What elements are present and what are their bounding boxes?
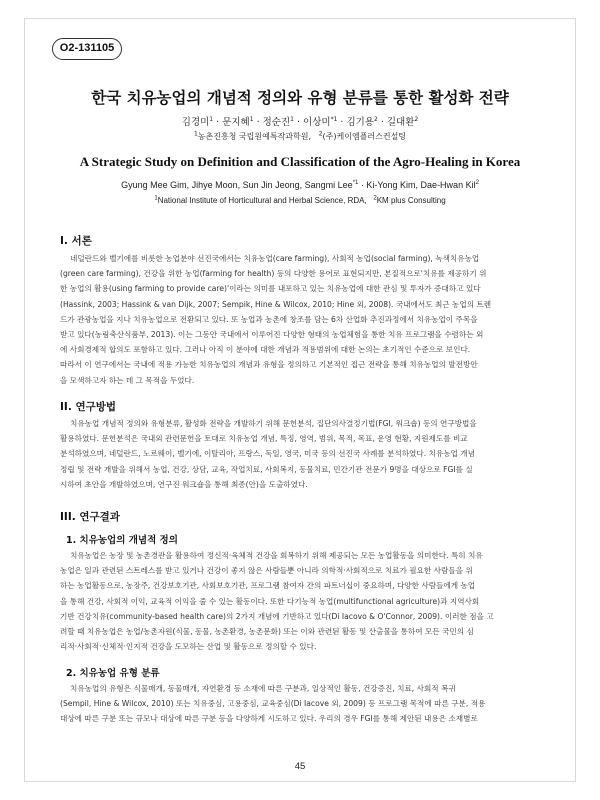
text-line: 을 모색하고자 하는 데 그 목적을 두었다. — [60, 375, 195, 385]
affiliation-sup: 1 — [154, 195, 158, 202]
author-sup: 2 — [373, 115, 378, 123]
affiliation-sup: 2 — [318, 130, 323, 138]
author-sup: *1 — [330, 115, 338, 123]
affiliation-text: (주)케이엠플러스컨설팅 — [322, 132, 407, 141]
text-line: 리적·사회적·신체적·인지적 건강을 도모하는 산업 및 활동으로 정의할 수 있다. — [60, 642, 317, 652]
author-sup: 1 — [290, 115, 294, 123]
text-line: 받고 있다(농림축산식품부, 2013). 이는 그동안 국내에서 이루어진 다양한 형태의 농업체험을 통한 치유 프로그램을 수렴하는 외 — [60, 330, 484, 340]
author-sup: 1 — [209, 115, 214, 123]
text-line: 드가 관광농업을 지나 치유농업으로 전환되고 있다. 또 농업과 농촌에 창조를 담는 6차 산업화 추진과정에서 치유농업이 주목을 — [60, 314, 478, 324]
author-sup: 2 — [414, 115, 419, 123]
author-name: 정순진 — [262, 117, 291, 128]
title-english: A Strategic Study on Definition and Classification of the Agro-Healing in Korea — [79, 154, 521, 169]
text-line: 에 사회경제적 합의도 포함하고 있다. 그러나 아직 이 분야에 대한 개념과 적용범위에 대한 논의는 초기적인 수준으로 보인다. — [60, 345, 471, 355]
section-heading-intro: I. 서론 — [60, 235, 92, 247]
author-sup: 2 — [475, 180, 479, 186]
author-separator: · — [377, 117, 387, 128]
text-line: 치유농업 개념적 정의와 유형분류, 활성화 전략을 개발하기 위해 문헌분석, 집단의사결정기법(FGI, 워크숍) 등의 연구방법을 — [70, 419, 477, 428]
text-line: 분석하였으며, 네덜란드, 노르웨이, 벨기에, 이탈리아, 프랑스, 독일, 영국, 미국 등의 선진국 사례를 분석하였다. 치유농업 개념 — [60, 449, 475, 459]
text-line: (Sempil, Hine & Wilcox, 2010) 또는 치유중심, 고용중심, 교육중심(Di Iacove 외, 2009) 등 프로그램 목적에 따른 구분, 적용 — [60, 699, 486, 709]
section-heading-methods: II. 연구방법 — [60, 401, 117, 413]
authors-english — [0, 180, 600, 190]
text-line: 치유농업의 유형은 식물매개, 동물매개, 자연환경 등 소재에 따른 구분과, 일상적인 활동, 건강증진, 치료, 사회적 복귀 — [70, 684, 456, 693]
affiliation-text: 농촌진흥청 국립원예특작과학원, — [197, 132, 312, 141]
text-line: 을 통해 건강, 사회적 이익, 교육적 이익을 줄 수 있는 활동이다. 또한 다기능적 농업(multifunctional agriculture)과 지역사회 — [60, 596, 480, 606]
affiliation-sup: 2 — [373, 195, 377, 202]
section-heading-results: III. 연구결과 — [60, 511, 120, 523]
affiliation-sup: 1 — [193, 130, 198, 138]
definition-paragraph — [60, 548, 544, 654]
authors-korean — [0, 114, 600, 128]
text-line: 시하여 초안을 개발하였으며, 연구진 워크숍을 통해 최종(안)을 도출하였다. — [60, 479, 308, 489]
author-separator: · — [213, 117, 223, 128]
affiliation-text: National Institute of Horticultural and Herbal Science, RDA, — [157, 196, 367, 205]
affiliation-text: KM plus Consulting — [376, 196, 446, 205]
text-line: 치유농업은 농장 및 농촌경관을 활용하여 정신적·육체적 건강을 회복하기 위해 제공되는 모든 농업활동을 의미한다. 특히 치유 — [70, 551, 483, 560]
author-sup: 1 — [249, 115, 254, 123]
text-line: 기반 건강치유(community-based health care)의 2가지 개념에 기반하고 있다(Di Iacovo & O'Connor, 2009). 이러한 점을 고 — [60, 611, 494, 621]
author-sup: *1 — [352, 180, 359, 186]
author-name: 문지혜 — [222, 117, 250, 128]
author-name: 길대환 — [386, 117, 415, 128]
subsection-heading-classification: 2. 치유농업 유형 분류 — [66, 668, 160, 679]
author-name: 김경미 — [181, 117, 210, 128]
text-line: 따라서 이 연구에서는 국내에 적용 가능한 치유농업의 개념과 유형을 정의하고 기본적인 접근 전략을 통해 치유농업의 발전방안 — [60, 360, 478, 370]
intro-paragraph — [60, 251, 544, 388]
author-names: Ki-Yong Kim, Dae-Hwan Kil — [366, 180, 476, 190]
classification-paragraph — [60, 681, 544, 727]
author-name: 김기용 — [346, 117, 374, 128]
methods-paragraph — [60, 416, 544, 492]
text-line: 하는 농업활동으로, 농장주, 건강보호기관, 사회보호기관, 프로그램 참여자 간의 파트너십이 중요하며, 다양한 사람들에게 농업 — [60, 581, 476, 591]
page-number: 45 — [294, 761, 306, 772]
text-line: 네덜란드와 벨기에를 비롯한 농업분야 선진국에서는 치유농업(care farming), 사회적 농업(social farming), 녹색치유농업 — [70, 254, 480, 263]
text-line: 농업은 일과 관련된 스트레스를 받고 있거나 건강이 좋지 않은 사람들뿐 아니라 의학적·사회적으로 치료가 필요한 사람들을 위 — [60, 566, 473, 576]
title-korean: 한국 치유농업의 개념적 정의와 유형 분류를 통한 활성화 전략 — [91, 89, 509, 107]
author-separator: · — [293, 117, 304, 128]
text-line: (Hassink, 2003; Hassink & van Dijk, 2007; Sempik, Hine & Wilcox, 2010; Hine 외, 2008). 국내에서도 최근 농업의 트렌 — [60, 299, 492, 309]
text-line: 려할 때 치유농업은 농업/농촌자원(식물, 동물, 농촌환경, 농촌문화) 또는 이와 관련된 활동 및 산출물을 통하여 모든 국민의 심 — [60, 627, 474, 637]
author-separator: · — [358, 180, 367, 190]
author-name: 이상미 — [303, 117, 331, 128]
text-line: (green care farming), 건강을 위한 농업(farming for health) 등의 다양한 용어로 표현되지만, 본질적으로'치유를 제공하기 위 — [60, 269, 487, 279]
text-line: 대상에 따른 구분 또는 규모나 대상에 따른 구분 등을 다양하게 시도하고 있다. 우리의 경우 FGI를 통해 제안된 내용은 소재별로 — [60, 714, 478, 724]
paper-id-badge: O2-131105 — [52, 38, 122, 60]
affiliation-english — [0, 196, 600, 205]
text-line: 한 농업의 활용(using farming to provide care)'이라는 의미를 내포하고 있는 치유농업에 대한 관심 및 투자가 증대하고 있다 — [60, 284, 481, 294]
author-names: Gyung Mee Gim, Jihye Moon, Sun Jin Jeong, Sangmi Lee — [121, 180, 353, 190]
text-line: 활용하였다. 문헌분석은 국내외 관련문헌을 토대로 치유농업 개념, 특징, 영역, 범위, 목적, 목표, 운영 현황, 지원제도를 비교 — [60, 434, 468, 444]
subsection-heading-definition: 1. 치유농업의 개념적 정의 — [66, 535, 178, 546]
author-separator: · — [253, 117, 263, 128]
text-line: 정립 및 전략 개발을 위해서 농업, 건강, 상담, 교육, 작업치료, 사회복지, 동물치료, 민간기관 전문가 9명을 대상으로 FGI를 실 — [60, 464, 473, 474]
author-separator: · — [337, 117, 347, 128]
affiliation-korean — [0, 131, 600, 142]
